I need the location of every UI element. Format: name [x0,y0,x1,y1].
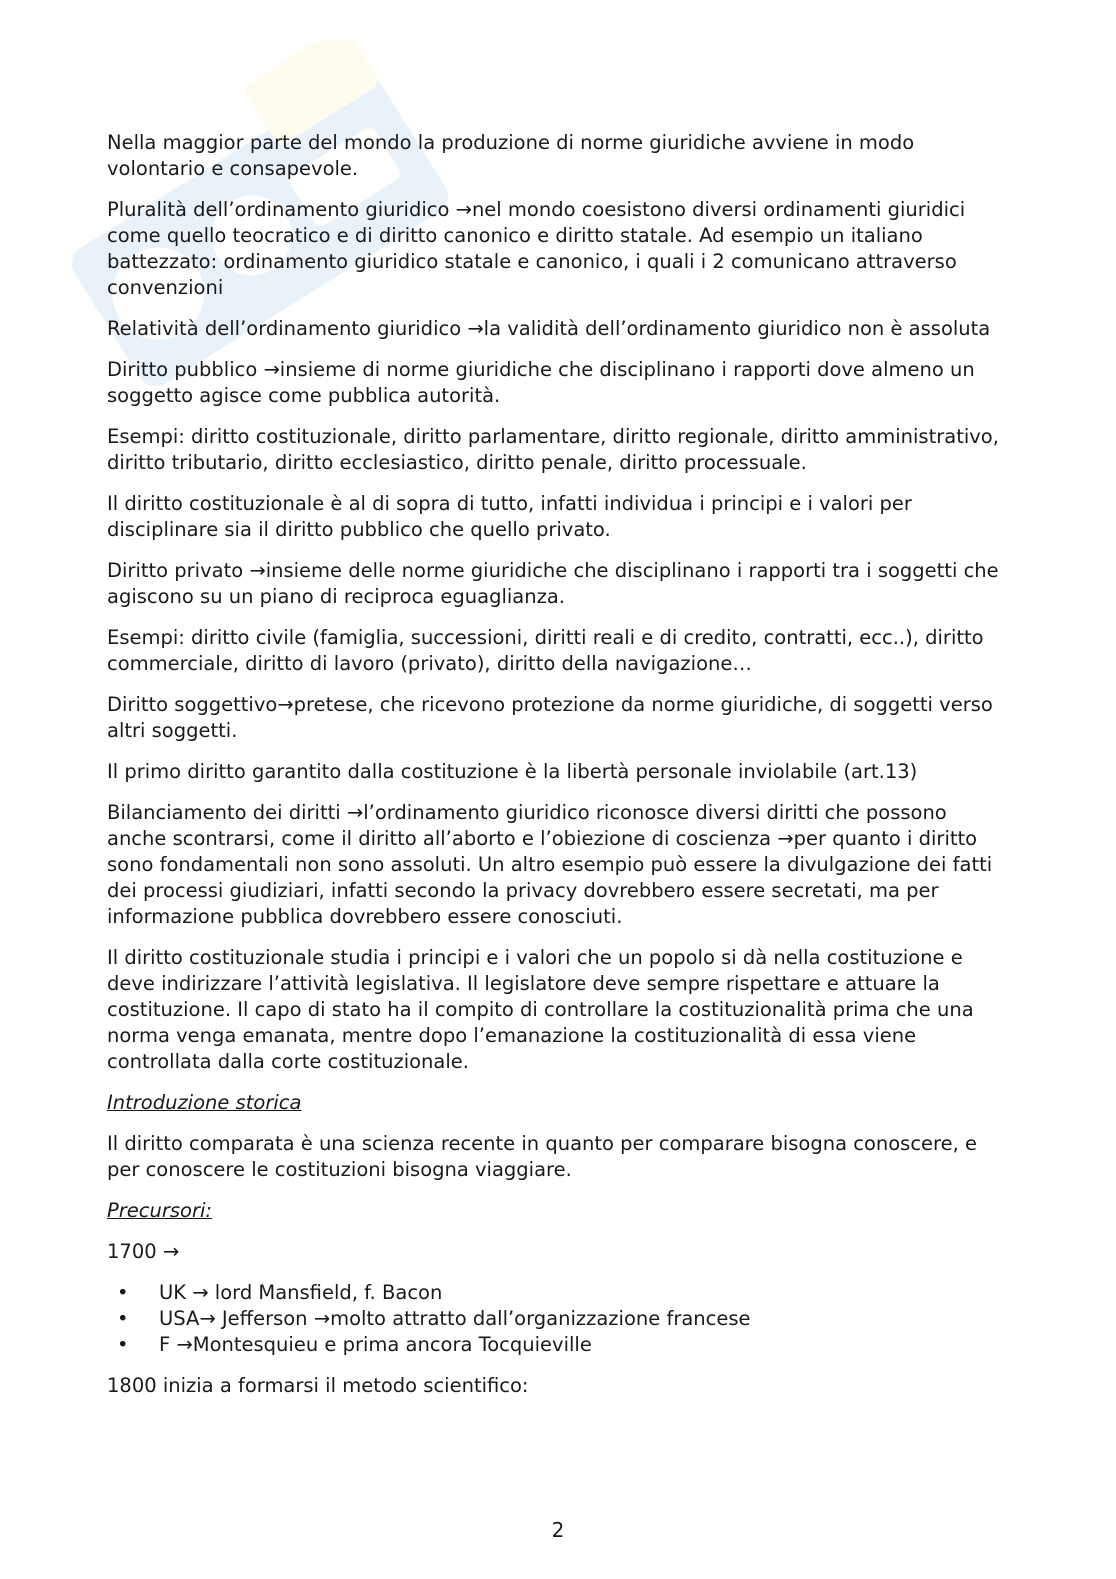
year-1800-line: 1800 inizia a formarsi il metodo scientifico: [107,1374,529,1397]
section-paragraph: Il diritto comparata è una scienza recente in quanto per comparare bisogna conoscere, e per conoscere le costituzioni bisogna viaggiare. [107,1132,978,1181]
paragraph-7: Diritto privato →insieme delle norme giuridiche che disciplinano i rapporti tra i soggetti che agiscono su un piano di reciproca eguaglianza. [107,559,999,608]
year-1700-line: 1700 → [107,1240,180,1263]
paragraph-3: Relatività dell’ordinamento giuridico →la validità dell’ordinamento giuridico non è assoluta [107,317,991,340]
page-number: 2 [551,1518,565,1542]
bullet-icon: • [117,1307,129,1330]
list-item [107,1306,1007,1332]
paragraph-4: Diritto pubblico →insieme di norme giuridiche che disciplinano i rapporti dove almeno un soggetto agisce come pubblica autorità. [107,358,975,407]
paragraph-2: Pluralità dell’ordinamento giuridico →nel mondo coesistono diversi ordinamenti giuridici come quello teocratico e di diritto canonico e diritto statale. Ad esempio un italiano battezzato: ordinamento giuridico statale e canonico, i quali i 2 comunicano attraverso convenzioni [107,198,966,299]
section-heading: Introduzione storica [107,1091,302,1114]
bullet-icon: • [117,1333,129,1356]
paragraph-6: Il diritto costituzionale è al di sopra di tutto, infatti individua i principi e i valori per disciplinare sia il diritto pubblico che quello privato. [107,492,912,541]
paragraph-10: Il primo diritto garantito dalla costituzione è la libertà personale inviolabile (art.13) [107,760,918,783]
paragraph-9: Diritto soggettivo→pretese, che ricevono protezione da norme giuridiche, di soggetti verso altri soggetti. [107,693,993,742]
list-item [107,1332,1007,1358]
precursors-list [107,1280,1007,1358]
precursors-heading: Precursori: [107,1199,212,1222]
paragraph-1: Nella maggior parte del mondo la produzione di norme giuridiche avviene in modo volontario e consapevole. [107,131,915,180]
list-item-text: UK → lord Mansfield, f. Bacon [159,1281,443,1304]
list-item [107,1280,1007,1306]
bullet-icon: • [117,1281,129,1304]
list-item-text: F →Montesquieu e prima ancora Tocquieville [159,1333,592,1356]
paragraph-11: Bilanciamento dei diritti →l’ordinamento giuridico riconosce diversi diritti che possono anche scontrarsi, come il diritto all’aborto e l’obiezione di coscienza →per quanto i diritto sono fondamentali non sono assoluti. Un altro esempio può essere la divulgazione dei fatti dei processi giudiziari, infatti secondo la privacy dovrebbero essere secretati, ma per informazione pubblica dovrebbero essere conosciuti. [107,801,993,928]
list-item-text: USA→ Jefferson →molto attratto dall’organizzazione francese [159,1307,751,1330]
paragraph-8: Esempi: diritto civile (famiglia, successioni, diritti reali e di credito, contratti, ecc..), diritto commerciale, diritto di lavoro (privato), diritto della navigazione… [107,626,984,675]
paragraph-5: Esempi: diritto costituzionale, diritto parlamentare, diritto regionale, diritto amministrativo, diritto tributario, diritto ecclesiastico, diritto penale, diritto processuale. [107,425,999,474]
paragraph-12: Il diritto costituzionale studia i principi e i valori che un popolo si dà nella costituzione e deve indirizzare l’attività legislativa. Il legislatore deve sempre rispettare e attuare la costituzione. Il capo di stato ha il compito di controllare la costituzionalità prima che una norma venga emanata, mentre dopo l’emanazione la costituzionalità di essa viene controllata dalla corte costituzionale. [107,946,974,1073]
page-content [107,130,1007,1414]
